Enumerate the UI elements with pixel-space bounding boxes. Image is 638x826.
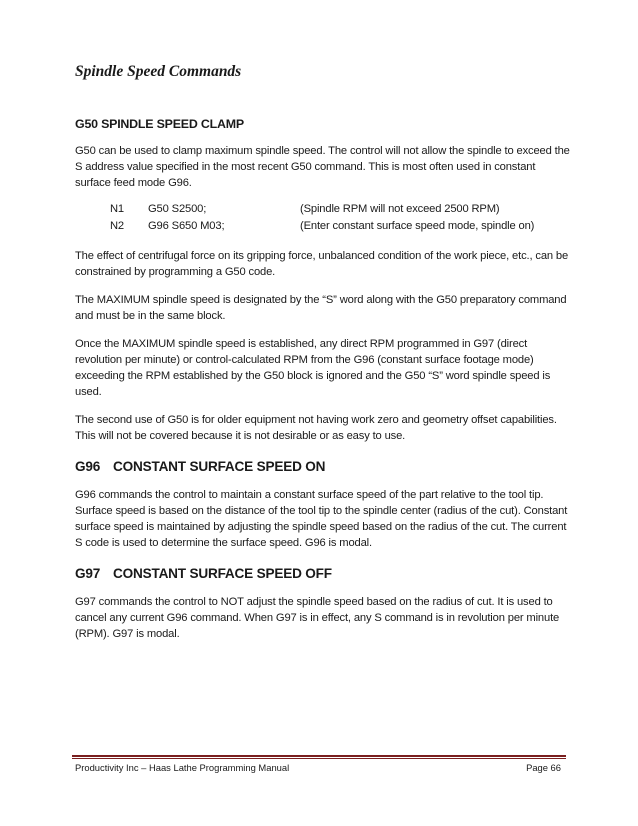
code-line [110, 218, 570, 235]
page-content [75, 62, 570, 654]
g50-code-example [110, 201, 570, 235]
footer-page-number: Page 66 [526, 762, 561, 773]
code-line [110, 201, 570, 218]
footer-divider-thin [72, 758, 566, 759]
g97-heading [75, 565, 570, 583]
g50-paragraph-4: Once the MAXIMUM spindle speed is established, any direct RPM programmed in G97 (direct revolution per minute) or control-calculated RPM from the G96 (constant surface footage mode) exceeding the RPM established by the G50 block is ignored and the G50 “S” word spindle speed is used. [75, 338, 551, 398]
code-line-number: N1 [110, 203, 125, 215]
g50-paragraph-3: The MAXIMUM spindle speed is designated by the “S” word along with the G50 preparatory command and must be in the same block. [75, 294, 567, 322]
g50-paragraph-5: The second use of G50 is for older equipment not having work zero and geometry offset capabilities. This will not be covered because it is not desirable or as easy to use. [75, 414, 557, 442]
g97-code: G97 [75, 566, 101, 581]
code-comment: (Enter constant surface speed mode, spindle on) [300, 220, 535, 232]
g96-code: G96 [75, 459, 101, 474]
g96-heading [75, 458, 570, 476]
g97-heading-text: CONSTANT SURFACE SPEED OFF [113, 566, 332, 581]
g50-paragraph-1: G50 can be used to clamp maximum spindle speed. The control will not allow the spindle to exceed the S address value specified in the most recent G50 command. This is most often used in constant surface feed mode G96. [75, 145, 570, 189]
g50-heading: G50 SPINDLE SPEED CLAMP [75, 117, 244, 131]
code-line-number: N2 [110, 220, 125, 232]
footer-divider [72, 755, 566, 757]
g96-paragraph: G96 commands the control to maintain a constant surface speed of the part relative to the tool tip. Surface speed is based on the distance of the tool tip to the spindle center (radius of the cut). Constant surface speed is maintained by adjusting the spindle speed based on the radius of the cut. The current S code is used to determine the surface speed. G96 is modal. [75, 489, 568, 549]
code-command: G50 S2500; [148, 203, 207, 215]
code-command: G96 S650 M03; [148, 220, 225, 232]
code-comment: (Spindle RPM will not exceed 2500 RPM) [300, 203, 500, 215]
g50-paragraph-2: The effect of centrifugal force on its gripping force, unbalanced condition of the work piece, etc., can be constrained by programming a G50 code. [75, 250, 569, 278]
g96-heading-text: CONSTANT SURFACE SPEED ON [113, 459, 326, 474]
footer-manual-title: Productivity Inc – Haas Lathe Programming Manual [75, 762, 290, 773]
g97-paragraph: G97 commands the control to NOT adjust the spindle speed based on the radius of cut. It is used to cancel any current G96 command. When G97 is in effect, any S command is in revolution per minute (RPM). G97 is modal. [75, 596, 560, 640]
page-footer [75, 762, 565, 774]
section-title: Spindle Speed Commands [75, 63, 242, 80]
